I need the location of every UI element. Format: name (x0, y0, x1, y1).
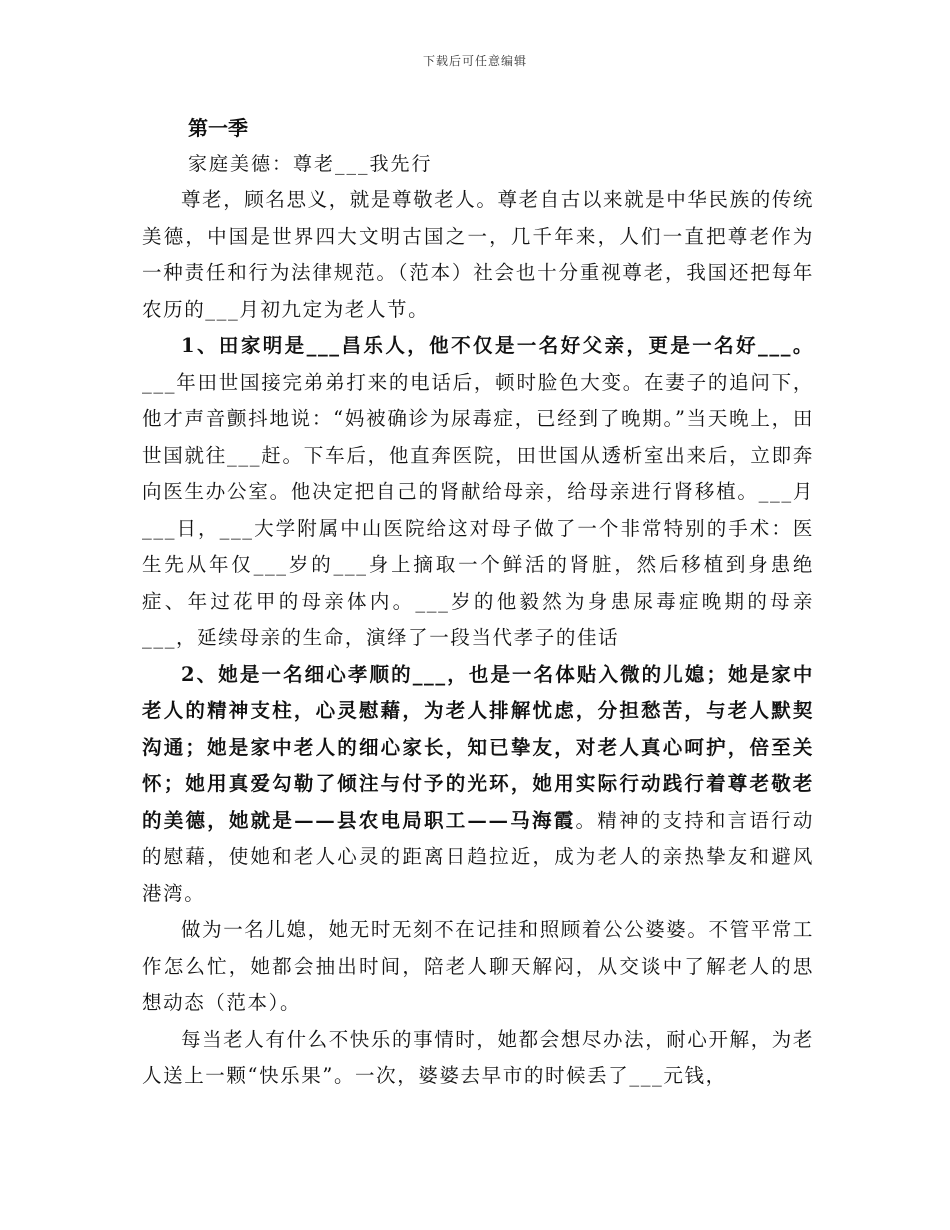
section-subtitle: 家庭美德：尊老___我先行 (188, 153, 433, 175)
story-1-body: ___年田世国接完弟弟打来的电话后，顿时脸色大变。在妻子的追问下，他才声音颤抖地说：“妈被确诊为尿毒症，已经到了晚期。”当天晚上，田世国就往___赶。下车后，他直奔医院，田世国从透析室出来后，立即奔向医生办公室。他决定把自己的肾献给母亲，给母亲进行肾移植。___月___日，___大学附属中山医院给这对母子做了一个非常特别的手术：医生先从年仅___岁的___身上摘取一个鲜活的肾脏，然后移植到身患绝症、年过花甲的母亲体内。___岁的他毅然为身患尿毒症晚期的母亲___，延续母亲的生命，演绎了一段当代孝子的佳话 (142, 370, 814, 649)
section-title: 第一季 (188, 116, 248, 140)
story-1-heading: 1、田家明是___昌乐人，他不仅是一名好父亲，更是一名好___。 (181, 334, 814, 357)
daughter-in-law-paragraph: 做为一名儿媳，她无时无刻不在记挂和照顾着公公婆婆。不管平常工作怎么忙，她都会抽出时间，陪老人聊天解闷，从交谈中了解老人的思想动态（范本）。 (142, 918, 815, 1014)
story-2-body: 。精神的支持和言语行动的慰藉，使她和老人心灵的距离日趋拉近，成为老人的亲热挚友和避风港湾。 (142, 808, 814, 905)
intro-paragraph: 尊老，顾名思义，就是尊敬老人。尊老自古以来就是中华民族的传统美德，中国是世界四大文明古国之一，几千年来，人们一直把尊老作为一种责任和行为法律规范。（范本）社会也十分重视尊老，我国还把每年农历的___月初九定为老人节。 (142, 188, 815, 321)
happy-fruit-paragraph: 每当老人有什么不快乐的事情时，她都会想尽办法，耐心开解，为老人送上一颗“快乐果”。一次，婆婆去早市的时候丢了___元钱， (142, 1027, 815, 1087)
page-header-note: 下载后可任意编辑 (422, 54, 527, 68)
story-1-paragraph (142, 328, 814, 657)
story-2-heading: 2、她是一名细心孝顺的___，也是一名体贴入微的儿媳；她是家中老人的精神支柱，心灵慰藉，为老人排解忧虑，分担愁苦，与老人默契沟通；她是家中老人的细心家长，知已挚友，对老人真心呵护，倍至关怀；她用真爱勾勒了倾注与付予的光环，她用实际行动践行着尊老敬老的美德，她就是——县农电局职工——马海霞 (142, 662, 814, 832)
document-body (142, 110, 814, 1095)
story-2-paragraph (142, 657, 814, 913)
